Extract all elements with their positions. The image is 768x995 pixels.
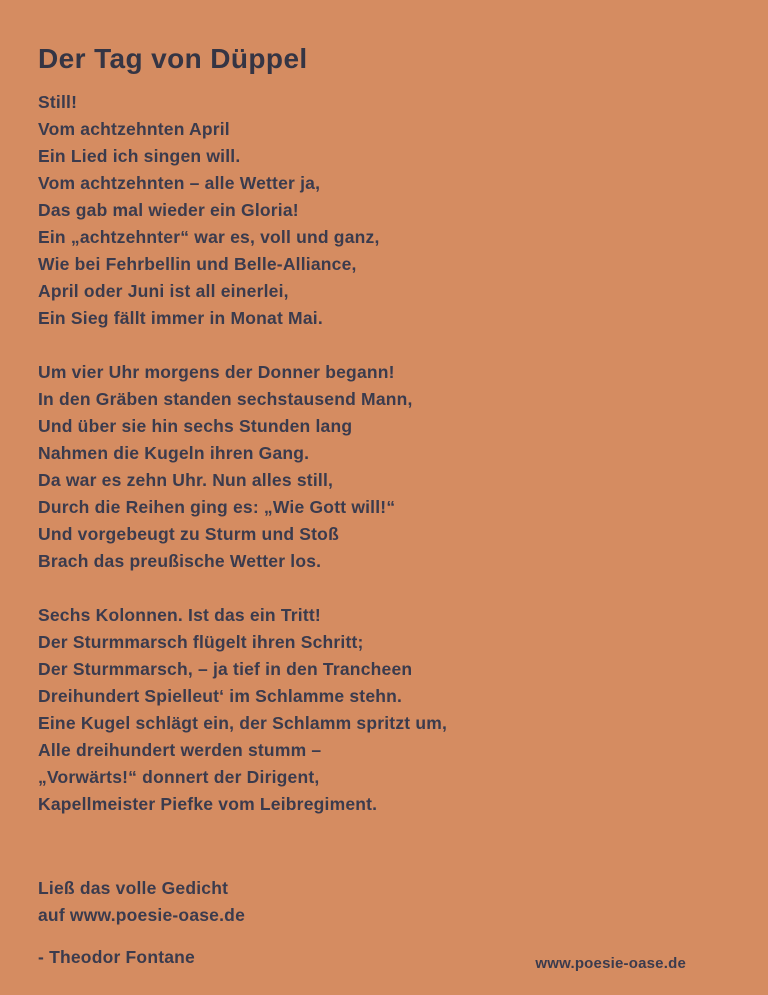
poem-line: Ein Sieg fällt immer in Monat Mai. — [38, 308, 323, 328]
poem-body — [38, 89, 728, 818]
poem-line: Um vier Uhr morgens der Donner begann! — [38, 362, 395, 382]
poem-line: Vom achtzehnten April — [38, 119, 230, 139]
poem-line: Kapellmeister Piefke vom Leibregiment. — [38, 794, 378, 814]
poem-line: Das gab mal wieder ein Gloria! — [38, 200, 299, 220]
poem-line: Durch die Reihen ging es: „Wie Gott will!“ — [38, 497, 396, 517]
poem-line: Eine Kugel schlägt ein, der Schlamm spritzt um, — [38, 713, 448, 733]
poem-line: Der Sturmmarsch, – ja tief in den Trancheen — [38, 659, 413, 679]
poem-line: Ein „achtzehnter“ war es, voll und ganz, — [38, 227, 380, 247]
poem-line: Ein Lied ich singen will. — [38, 146, 241, 166]
poem-line: Sechs Kolonnen. Ist das ein Tritt! — [38, 605, 321, 625]
poem-line: „Vorwärts!“ donnert der Dirigent, — [38, 767, 320, 787]
page-title: Der Tag von Düppel — [38, 43, 308, 74]
poem-line: Da war es zehn Uhr. Nun alles still, — [38, 470, 334, 490]
author-line: - Theodor Fontane — [38, 947, 195, 967]
poem-line: Der Sturmmarsch flügelt ihren Schritt; — [38, 632, 364, 652]
poem-line: Still! — [38, 92, 78, 112]
footer-cta — [38, 875, 728, 929]
poem-line: Und vorgebeugt zu Sturm und Stoß — [38, 524, 339, 544]
poem-stanza — [38, 359, 728, 575]
poem-line: April oder Juni ist all einerlei, — [38, 281, 289, 301]
poem-line: Alle dreihundert werden stumm – — [38, 740, 322, 760]
poem-line: In den Gräben standen sechstausend Mann, — [38, 389, 413, 409]
cta-line-2: auf www.poesie-oase.de — [38, 905, 246, 925]
poem-line: Brach das preußische Wetter los. — [38, 551, 322, 571]
cta-line-1: Ließ das volle Gedicht — [38, 878, 229, 898]
poem-line: Vom achtzehnten – alle Wetter ja, — [38, 173, 321, 193]
poem-line: Wie bei Fehrbellin und Belle-Alliance, — [38, 254, 357, 274]
poem-stanza — [38, 89, 728, 332]
poem-line: Nahmen die Kugeln ihren Gang. — [38, 443, 310, 463]
poem-line: Dreihundert Spielleut‘ im Schlamme stehn. — [38, 686, 403, 706]
poem-line: Und über sie hin sechs Stunden lang — [38, 416, 353, 436]
poem-stanza — [38, 602, 728, 818]
watermark-url: www.poesie-oase.de — [535, 955, 686, 972]
